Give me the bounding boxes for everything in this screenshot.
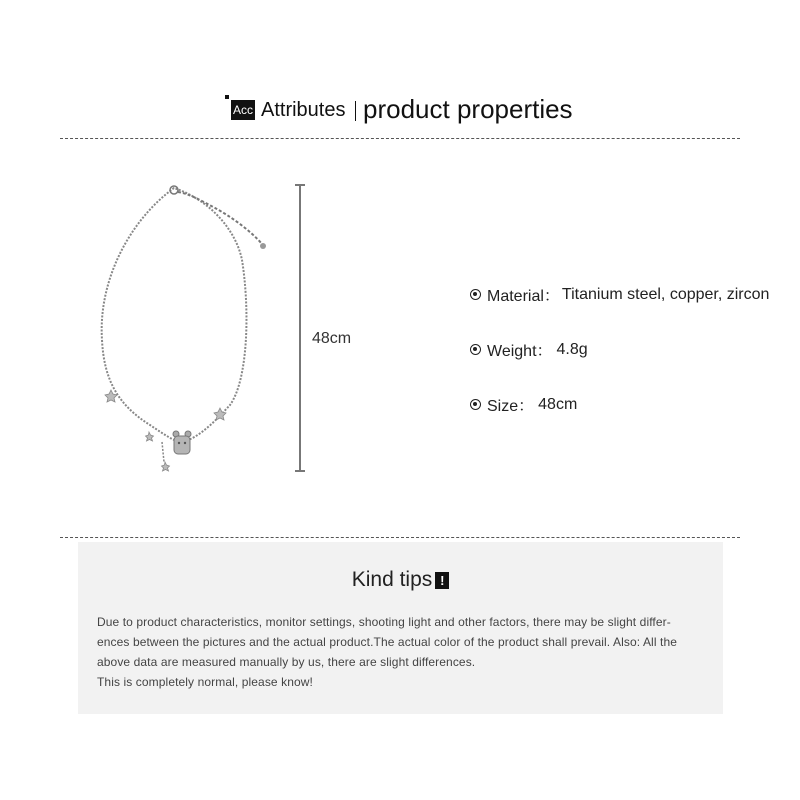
property-key: Weight： xyxy=(487,343,553,360)
ruler-line xyxy=(299,184,301,472)
dangle-chain xyxy=(162,442,164,462)
dimension-ruler xyxy=(294,184,306,472)
tips-line: above data are measured manually by us, there are slight differences. xyxy=(97,655,476,669)
kind-tips-panel xyxy=(78,542,723,714)
header-title-en: Attributes xyxy=(261,99,346,121)
bear-pendant xyxy=(173,431,191,454)
header-title-main: product properties xyxy=(363,94,573,124)
tips-header xyxy=(78,568,723,592)
top-dashed-divider xyxy=(60,138,740,139)
tips-line: This is completely normal, please know! xyxy=(97,675,313,689)
section-header xyxy=(0,90,800,130)
warning-icon: ! xyxy=(435,572,449,589)
bullet-icon xyxy=(470,344,481,355)
header-dot xyxy=(225,95,229,99)
extender-end xyxy=(260,243,266,249)
tips-body xyxy=(97,612,712,692)
star-charm-right xyxy=(214,408,226,420)
property-key: Material： xyxy=(487,288,560,305)
dangle-star xyxy=(162,462,170,471)
dimension-label: 48cm xyxy=(312,330,352,347)
property-size xyxy=(470,393,577,416)
bottom-dashed-divider xyxy=(60,537,740,538)
property-value: 48cm xyxy=(538,395,578,413)
property-value: 4.8g xyxy=(556,340,588,358)
chain-path xyxy=(102,188,247,442)
property-weight xyxy=(470,338,588,361)
property-value: Titanium steel, copper, zircon xyxy=(561,285,770,303)
property-key: Size： xyxy=(487,398,535,415)
bullet-icon xyxy=(470,289,481,300)
tips-line: ences between the pictures and the actual product.The actual color of the product shall prevail. Also: All the xyxy=(97,635,678,649)
bullet-icon xyxy=(470,399,481,410)
header-tag: Acc xyxy=(231,100,255,120)
property-material xyxy=(470,283,769,306)
necklace-icon xyxy=(90,180,280,480)
header-divider xyxy=(355,101,356,121)
product-image xyxy=(90,180,280,480)
star-charm-small xyxy=(146,432,154,441)
ruler-cap-bottom xyxy=(295,470,305,472)
tips-title: Kind tips xyxy=(351,568,433,591)
tips-line: Due to product characteristics, monitor settings, shooting light and other factors, there may be slight differ- xyxy=(97,615,671,629)
